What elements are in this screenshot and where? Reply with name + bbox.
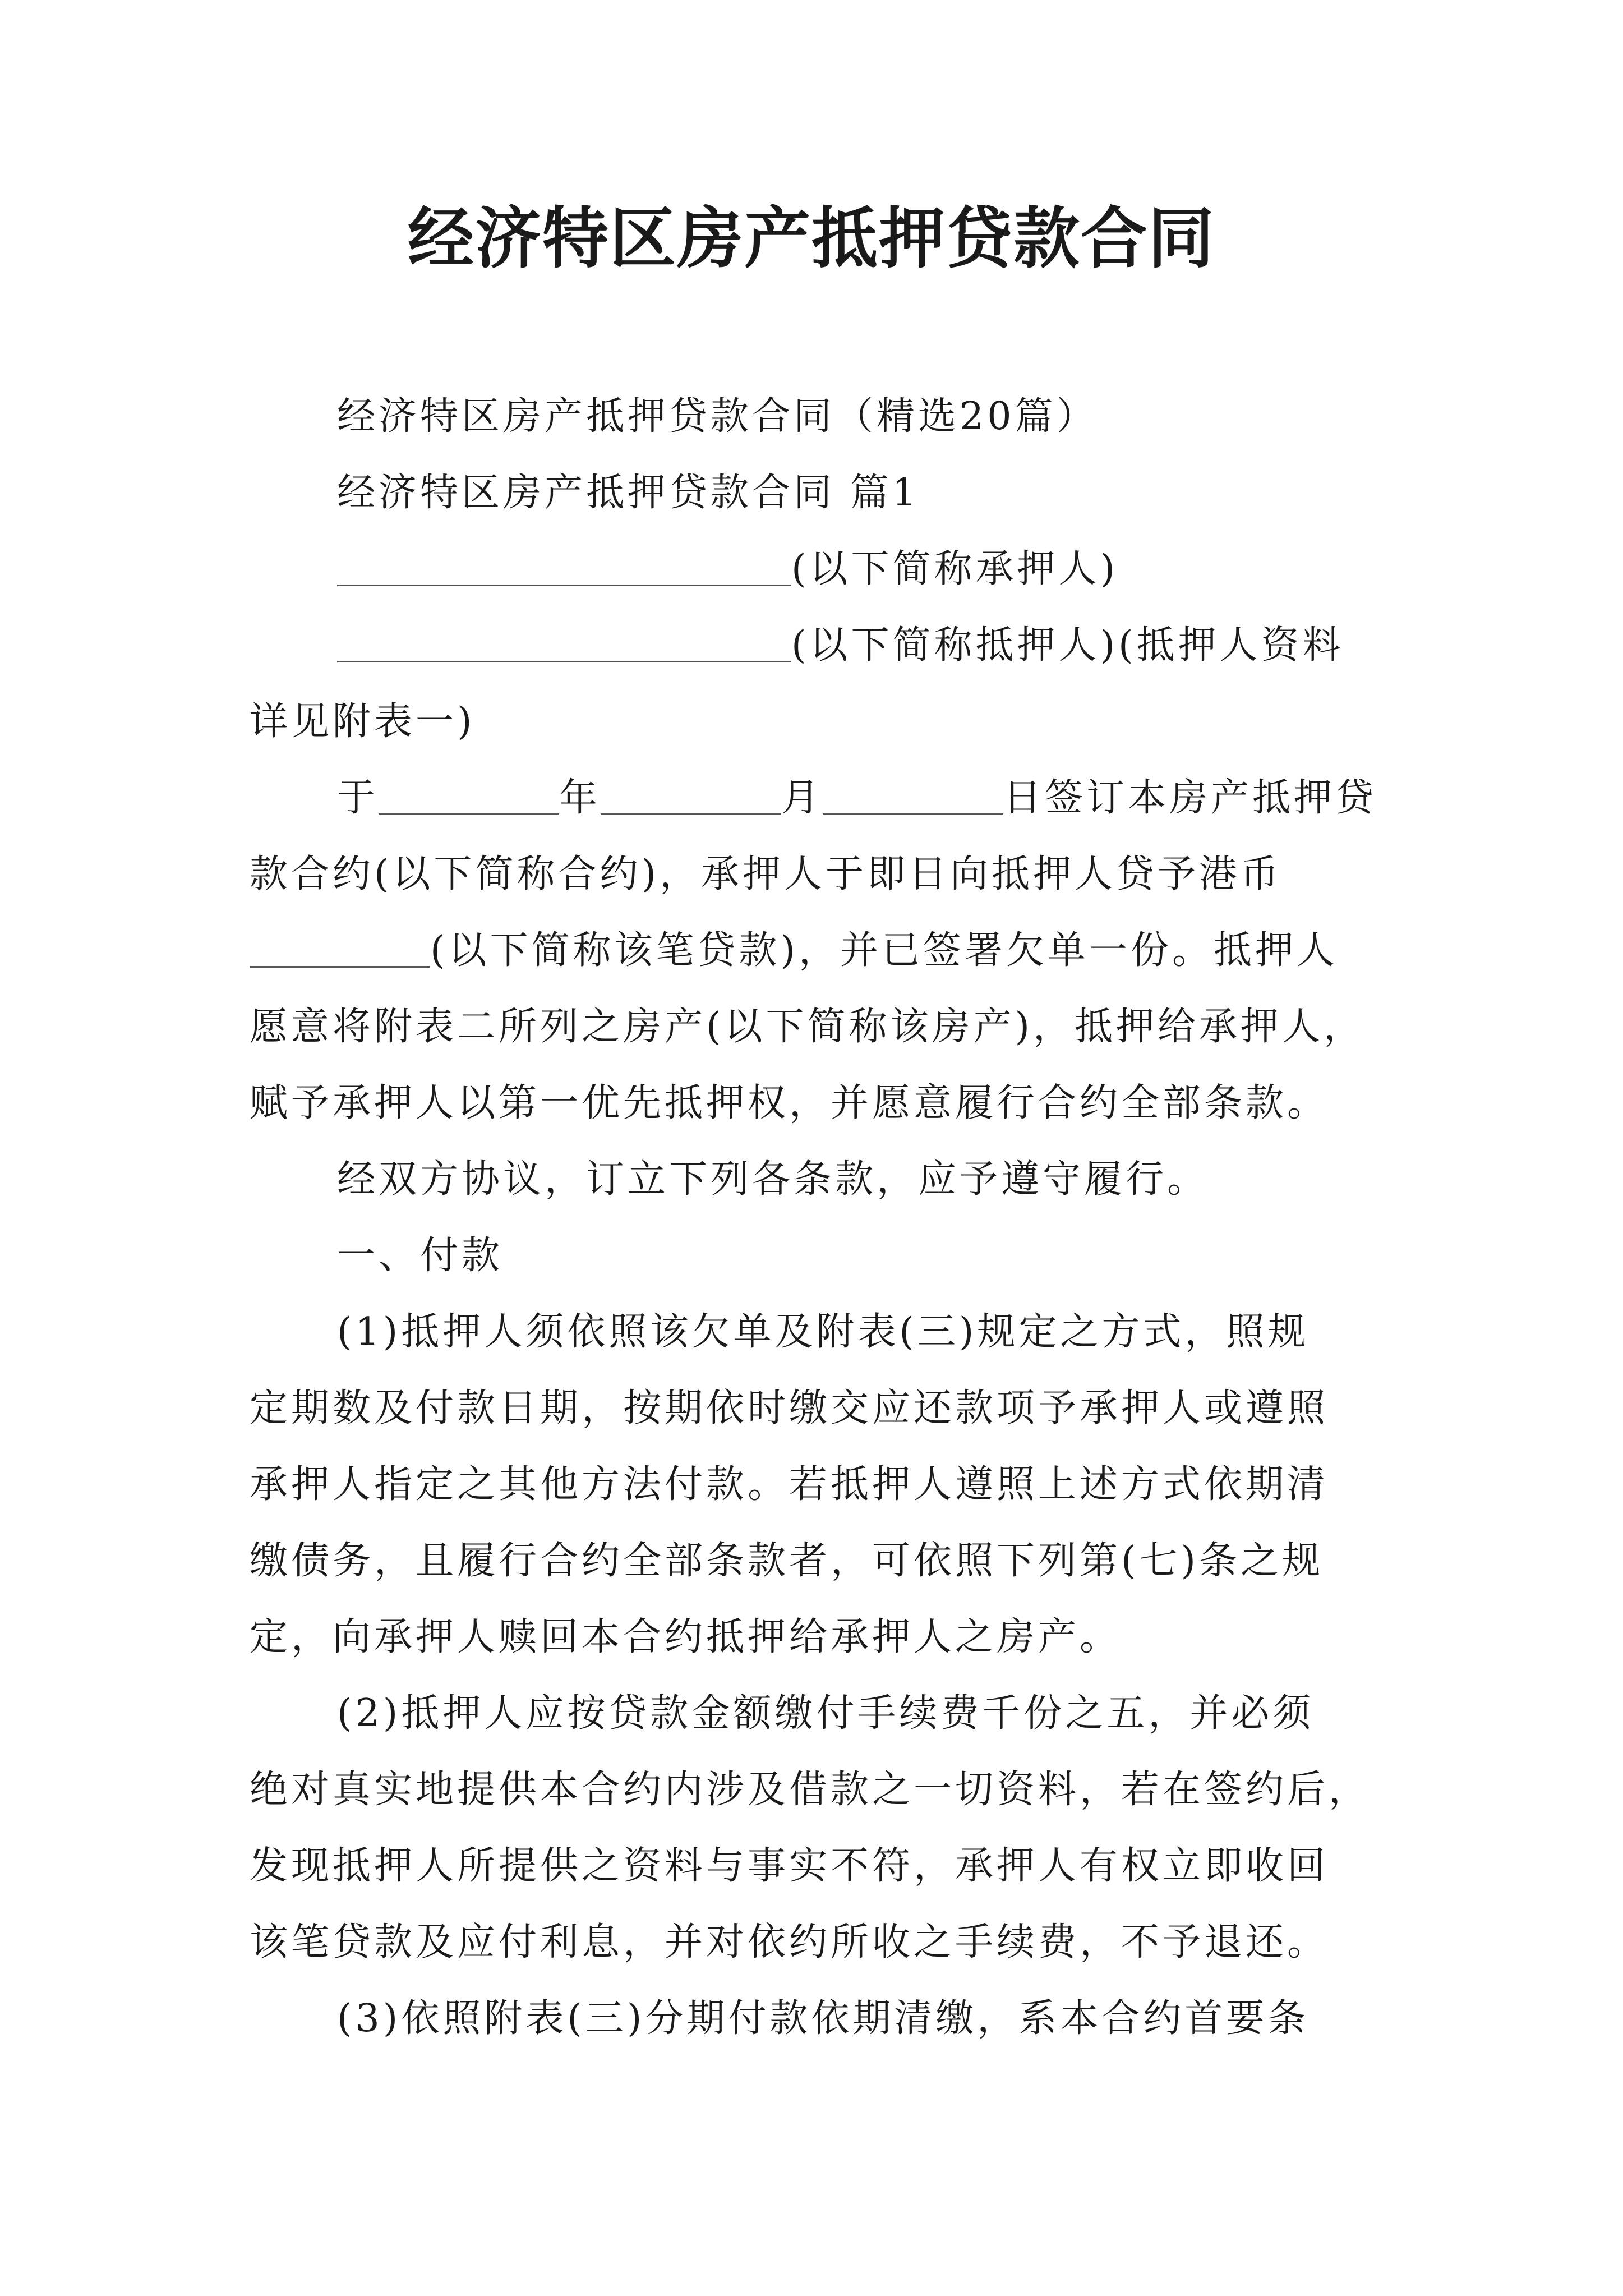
paragraph-line: (1)抵押人须依照该欠单及附表(三)规定之方式，照规 — [337, 1310, 1310, 1354]
paragraph-line: 该笔贷款及应付利息，并对依约所收之手续费，不予退还。 — [250, 1920, 1329, 1964]
paragraph-line: 赋予承押人以第一优先抵押权，并愿意履行合约全部条款。 — [250, 1081, 1329, 1125]
blank-field — [337, 622, 791, 662]
paragraph-line: (2)抵押人应按贷款金额缴付手续费千份之五，并必须 — [337, 1691, 1315, 1736]
paragraph-line: (以下简称抵押人)(抵押人资料 — [250, 608, 1394, 684]
paragraph-line: 发现抵押人所提供之资料与事实不符，承押人有权立即收回 — [250, 1844, 1329, 1888]
paragraph-line: 缴债务，且履行合约全部条款者，可依照下列第(七)条之规 — [250, 1539, 1324, 1583]
paragraph-line: 一、付款 — [337, 1234, 504, 1278]
paragraph-line: 经济特区房产抵押贷款合同（精选20篇） — [337, 394, 1098, 439]
paragraph-line: 于 年 月 日签订本房产抵押贷 — [250, 760, 1394, 836]
paragraph-line: 经双方协议，订立下列各条款，应予遵守履行。 — [337, 1157, 1209, 1202]
paragraph-line: 款合约(以下简称合约)，承押人于即日向抵押人贷予港币 — [250, 852, 1283, 896]
paragraph-line: 详见附表一) — [250, 700, 476, 744]
paragraph-line: 定，向承押人赎回本合约抵押给承押人之房产。 — [250, 1615, 1122, 1659]
paragraph-line: (3)依照附表(三)分期付款依期清缴，系本合约首要条 — [337, 1996, 1310, 2041]
paragraph-line: (以下简称该笔贷款)，并已签署欠单一份。抵押人 — [250, 913, 1394, 989]
paragraph-line: 承押人指定之其他方法付款。若抵押人遵照上述方式依期清 — [250, 1462, 1329, 1507]
document-body — [250, 379, 1394, 2057]
blank-field — [250, 927, 430, 968]
paragraph-line: 经济特区房产抵押贷款合同 篇1 — [337, 471, 920, 515]
paragraph-line: (以下简称承押人) — [250, 531, 1394, 608]
blank-field — [337, 545, 791, 586]
paragraph-line: 绝对真实地提供本合约内涉及借款之一切资料，若在签约后， — [250, 1768, 1371, 1812]
blank-field — [379, 774, 559, 815]
blank-field — [823, 774, 1003, 815]
document-title: 经济特区房产抵押贷款合同 — [407, 199, 1215, 277]
paragraph-line: 愿意将附表二所列之房产(以下简称该房产)，抵押给承押人， — [250, 1005, 1366, 1049]
paragraph-line: 定期数及付款日期，按期依时缴交应还款项予承押人或遵照 — [250, 1386, 1329, 1430]
blank-field — [601, 774, 781, 815]
